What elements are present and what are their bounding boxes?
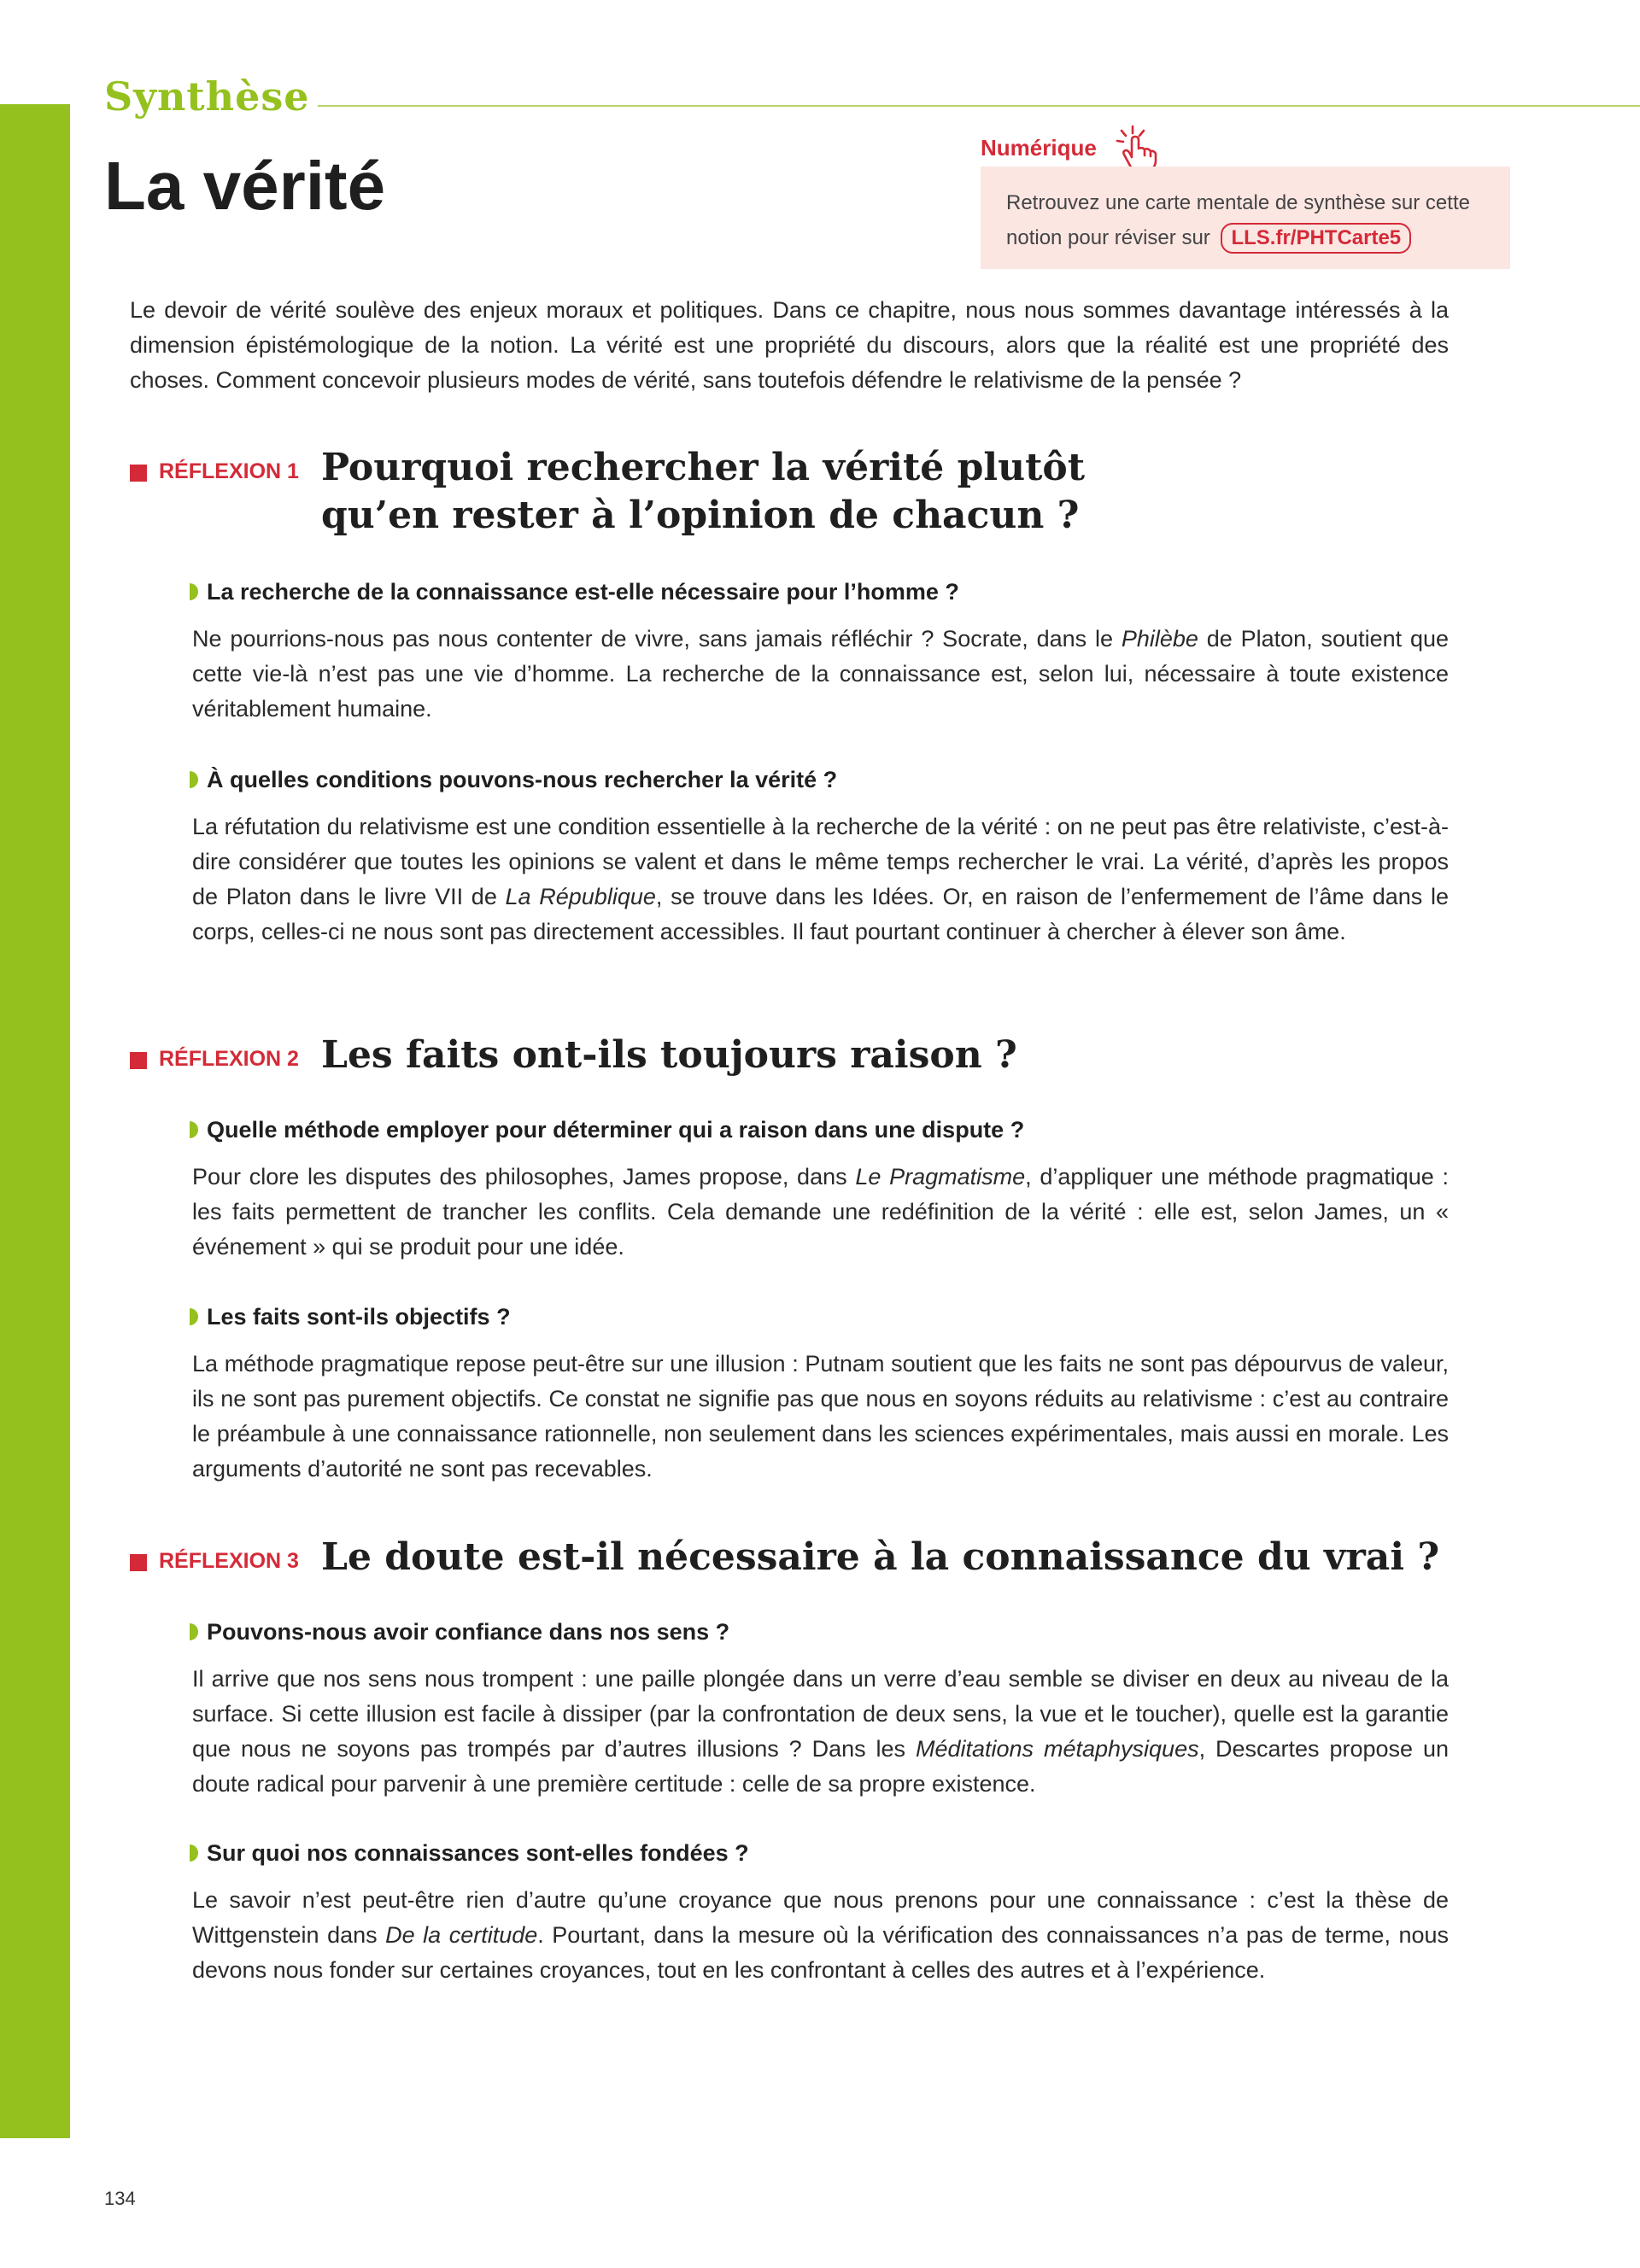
reflexion-title-line: qu’en rester à l’opinion de chacun ? [321,494,1080,537]
reflexion-title-line: Pourquoi rechercher la vérité plutôt [321,446,1086,489]
numerique-label: Numérique [981,135,1097,161]
reflexion-title [321,1534,1439,1581]
question-heading: Les faits sont-ils objectifs ? [190,1304,511,1330]
section-kicker: Synthèse [104,73,310,120]
question-marker-icon [190,583,198,600]
answer-paragraph: La méthode pragmatique repose peut-être sur une illusion : Putnam soutient que les faits ne sont pas dépourvus de valeur, ils ne sont pas purement objectifs. Ce constat ne signifie pas que nous en soyons réduits au relativisme : c’est au contraire le préambule à une connaissance rationnelle, non seulement dans les sciences expérimentales, mais aussi en morale. Les arguments d’autorité ne sont pas recevables. [192,1351,1449,1482]
reflexion-3-heading [130,1534,1439,1581]
reflexion-title-line: Les faits ont-ils toujours raison ? [321,1033,1017,1077]
answer-paragraph: La réfutation du relativisme est une condition essentielle à la recherche de la vérité : on ne peut pas être relativiste, c’est-à-dire considérer que toutes les opinions se valent et dans le même temps rechercher le vrai. La vérité, d’après les propos de Platon dans le livre VII de La République, se trouve dans les Idées. Or, en raison de l’enfermement de l’âme dans le corps, celles-ci ne nous sont pas directement accessibles. Il faut pourtant continuer à chercher à élever son âme. [192,814,1449,944]
reflexion-2-heading [130,1032,1017,1079]
question-heading: Pouvons-nous avoir confiance dans nos sens ? [190,1619,729,1645]
question-heading: À quelles conditions pouvons-nous rechercher la vérité ? [190,767,837,793]
question-heading: Sur quoi nos connaissances sont-elles fondées ? [190,1840,749,1867]
numerique-link[interactable]: LLS.fr/PHTCarte5 [1221,223,1411,254]
header-rule [318,105,1640,107]
reflexion-label: RÉFLEXION 1 [159,459,299,483]
question-heading: Quelle méthode employer pour déterminer qui a raison dans une dispute ? [190,1117,1024,1143]
answer-paragraph: Pour clore les disputes des philosophes, James propose, dans Le Pragmatisme, d’appliquer une méthode pragmatique : les faits permettent de trancher les conflits. Cela demande une redéfinition de la vérité : elle est, selon James, un « événement » qui se produit pour une idée. [192,1164,1449,1260]
reflexion-1-heading [130,444,1085,540]
answer-paragraph: Il arrive que nos sens nous trompent : une paille plongée dans un verre d’eau semble se diviser en deux au niveau de la surface. Si cette illusion est facile à dissiper (par la confrontation de deux sens, la vue et le toucher), quelle est la garantie que nous ne soyons pas trompés par d’autres illusions ? Dans les Méditations métaphysiques, Descartes propose un doute radical pour parvenir à une première certitude : celle de sa propre existence. [192,1666,1449,1797]
question-marker-icon [190,1121,198,1138]
reflexion-title [321,444,1085,540]
page-number: 134 [104,2188,136,2209]
reflexion-title-line: Le doute est-il nécessaire à la connaissance du vrai ? [321,1535,1440,1579]
red-square-bullet [130,1554,147,1571]
answer-paragraph: Ne pourrions-nous pas nous contenter de vivre, sans jamais réfléchir ? Socrate, dans le Philèbe de Platon, soutient que cette vie-là n’est pas une vie d’homme. La recherche de la connaissance est, selon lui, nécessaire à toute existence véritablement humaine. [192,626,1450,722]
intro-paragraph: Le devoir de vérité soulève des enjeux moraux et politiques. Dans ce chapitre, nous nous sommes davantage intéressés à la dimension épistémologique de la notion. La vérité est une propriété du discours, alors que la réalité est une propriété des choses. Comment concevoir plusieurs modes de vérité, sans toutefois défendre le relativisme de la pensée ? [130,297,1449,393]
numerique-text: Retrouvez une carte mentale de synthèse sur cette notion pour réviser sur [1006,191,1470,249]
side-accent-bar [0,104,70,2138]
question-marker-icon [190,1623,198,1640]
reflexion-title [321,1032,1017,1079]
question-marker-icon [190,1308,198,1325]
numerique-box [981,167,1510,269]
question-heading: La recherche de la connaissance est-elle nécessaire pour l’homme ? [190,579,959,605]
reflexion-label: RÉFLEXION 3 [159,1549,299,1573]
red-square-bullet [130,1052,147,1069]
answer-paragraph: Le savoir n’est peut-être rien d’autre qu’une croyance que nous prenons pour une connaissance : c’est la thèse de Wittgenstein dans De la certitude. Pourtant, dans la mesure où la vérification des connaissances n’a pas de terme, nous devons nous fonder sur certaines croyances, tout en les confrontant à celles des autres et à l’expérience. [192,1887,1450,1983]
red-square-bullet [130,465,147,482]
reflexion-label: RÉFLEXION 2 [159,1047,299,1071]
question-marker-icon [190,771,198,788]
question-marker-icon [190,1844,198,1862]
page-title: La vérité [104,148,386,224]
